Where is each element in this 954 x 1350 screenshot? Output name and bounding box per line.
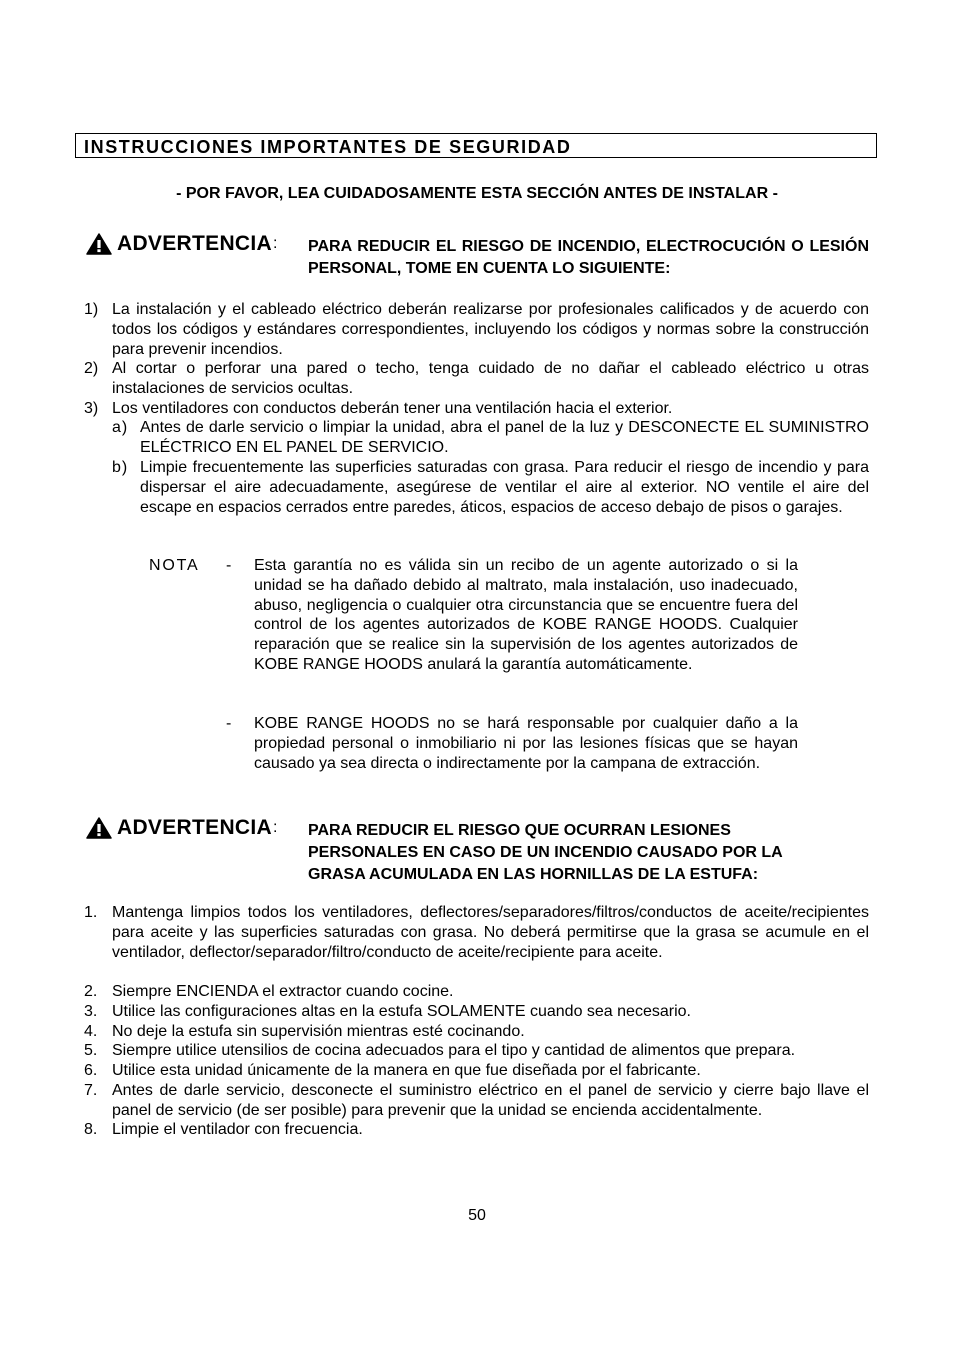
note-text: KOBE RANGE HOODS no se hará responsable por cualquier daño a la propiedad personal o inmobiliario ni por las lesiones físicas que se hayan causado ya sea directa o indirectamente por la campana de extracción. xyxy=(254,715,798,772)
note-dash: - xyxy=(226,557,232,574)
list-item-text: No deje la estufa sin supervisión mientras esté cocinando. xyxy=(112,1023,525,1040)
warning-heading-2 xyxy=(86,817,278,839)
sublist-item-text: Antes de darle servicio o limpiar la unidad, abra el panel de la luz y DESCONECTE EL SUMINISTRO ELÉCTRICO EN EL PANEL DE SERVICIO. xyxy=(140,419,869,456)
list-item-text: Mantenga limpios todos los ventiladores, deflectores/separadores/filtros/conductos de aceite/recipientes para aceite y las superficies saturadas con grasa. No deberá permitirse que la grasa se acumule en el ventilador, deflector/separador/filtro/conducto de aceite/recipiente para aceite. xyxy=(112,904,869,961)
warning-label: ADVERTENCIA xyxy=(117,816,272,839)
list-item-number: 5. xyxy=(84,1042,98,1059)
warning-heading-1 xyxy=(86,233,278,255)
list-item-number: 6. xyxy=(84,1062,98,1079)
install-notice: - POR FAVOR, LEA CUIDADOSAMENTE ESTA SECCIÓN ANTES DE INSTALAR - xyxy=(176,185,778,202)
list-item-text: Utilice esta unidad únicamente de la manera en que fue diseñada por el fabricante. xyxy=(112,1062,701,1079)
list-item-text: La instalación y el cableado eléctrico deberán realizarse por profesionales calificados y de acuerdo con todos los códigos y estándares correspondientes, incluyendo los códigos y normas sobre la construcción para prevenir incendios. xyxy=(112,301,869,358)
list-item-text: Siempre ENCIENDA el extractor cuando cocine. xyxy=(112,983,454,1000)
warning-triangle-icon xyxy=(86,817,112,839)
warning-colon: : xyxy=(272,235,278,252)
list-item-text: Los ventiladores con conductos deberán tener una ventilación hacia el exterior. xyxy=(112,400,673,417)
warning-text-line: PARA REDUCIR EL RIESGO QUE OCURRAN LESIONES xyxy=(308,822,731,839)
list-item-text: Al cortar o perforar una pared o techo, tenga cuidado de no dañar el cableado eléctrico u otras instalaciones de servicios ocultas. xyxy=(112,360,869,397)
list-item-number: 8. xyxy=(84,1121,98,1138)
list-item-text: Siempre utilice utensilios de cocina adecuados para el tipo y cantidad de alimentos que prepara. xyxy=(112,1042,796,1059)
list-item-number: 1) xyxy=(84,301,99,318)
sublist-item-letter: b) xyxy=(112,459,129,476)
list-item-text: Antes de darle servicio, desconecte el suministro eléctrico en el panel de servicio y cierre bajo llave el panel de servicio (de ser posible) para prevenir que la unidad se encienda accidentalmente. xyxy=(112,1082,869,1119)
list-item-number: 1. xyxy=(84,904,98,921)
warning-text-2 xyxy=(308,820,869,886)
page-number: 50 xyxy=(468,1207,486,1224)
warning-text-1: PARA REDUCIR EL RIESGO DE INCENDIO, ELECTROCUCIÓN O LESIÓN PERSONAL, TOME EN CUENTA LO SIGUIENTE: xyxy=(308,238,869,277)
section-title: INSTRUCCIONES IMPORTANTES DE SEGURIDAD xyxy=(84,137,572,157)
list-item-number: 2) xyxy=(84,360,99,377)
list-item-number: 2. xyxy=(84,983,98,1000)
warning-text-line: GRASA ACUMULADA EN LAS HORNILLAS DE LA ESTUFA: xyxy=(308,866,759,883)
list-item-number: 4. xyxy=(84,1023,98,1040)
list-item-text: Utilice las configuraciones altas en la estufa SOLAMENTE cuando sea necesario. xyxy=(112,1003,691,1020)
list-item-number: 7. xyxy=(84,1082,98,1099)
warning-text-line: PERSONALES EN CASO DE UN INCENDIO CAUSADO POR LA xyxy=(308,844,783,861)
note-dash: - xyxy=(226,715,232,732)
list-item-text: Limpie el ventilador con frecuencia. xyxy=(112,1121,363,1138)
list-item-number: 3) xyxy=(84,400,99,417)
sublist-item-text: Limpie frecuentemente las superficies saturadas con grasa. Para reducir el riesgo de incendio y para dispersar el aire adecuadamente, asegúrese de ventilar el aire al exterior. NO ventile el aire del escape en espacios cerrados entre paredes, áticos, espacios de acceso debajo de pisos o garajes. xyxy=(140,459,869,516)
note-text: Esta garantía no es válida sin un recibo de un agente autorizado o si la unidad se ha dañado debido al maltrato, mala instalación, uso inadecuado, abuso, negligencia o cualquier otra circunstancia que se encuentre fuera del control de los agentes autorizados de KOBE RANGE HOODS. Cualquier reparación que se realice sin la supervisión de los agentes autorizados de KOBE RANGE HOODS anulará la garantía automáticamente. xyxy=(254,557,798,673)
list-item-number: 3. xyxy=(84,1003,98,1020)
warning-colon: : xyxy=(272,819,278,836)
sublist-item-letter: a) xyxy=(112,419,129,436)
note-label: NOTA xyxy=(149,557,200,574)
warning-triangle-icon xyxy=(86,233,112,255)
section-title-box xyxy=(75,133,877,158)
warning-label: ADVERTENCIA xyxy=(117,232,272,255)
